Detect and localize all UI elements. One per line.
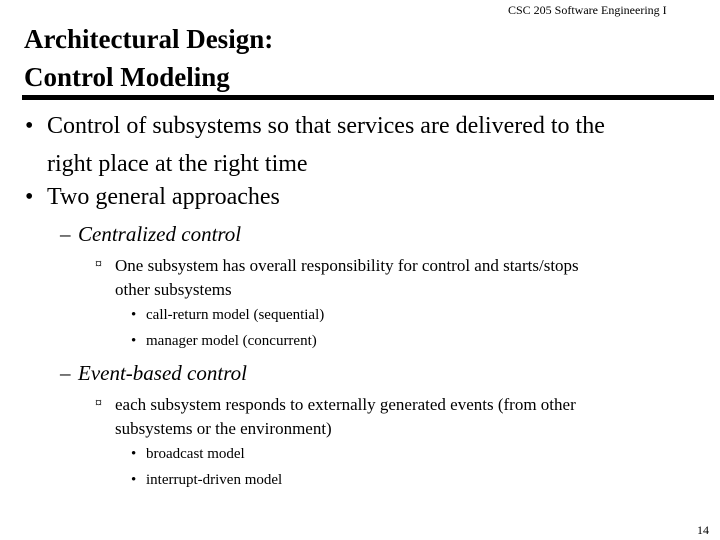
centralized-desc-line-1: One subsystem has overall responsibility for control and starts/stops [115, 256, 579, 275]
page-number: 14 [697, 523, 709, 537]
bullet-marker: • [25, 184, 34, 210]
title-line-1: Architectural Design: [24, 24, 274, 54]
bullet-1-line-1: Control of subsystems so that services are delivered to the [47, 113, 605, 139]
dash-marker: – [60, 361, 71, 385]
event-desc-line-2: subsystems or the environment) [115, 419, 332, 438]
bullet-marker: • [131, 307, 137, 323]
dash-marker: – [60, 222, 71, 246]
title-divider [22, 95, 714, 100]
centralized-item-1: call-return model (sequential) [146, 307, 325, 323]
title-line-2: Control Modeling [24, 62, 230, 92]
sub-bullet-icon: ¤ [95, 396, 102, 411]
centralized-description [115, 254, 579, 302]
event-item-2: interrupt-driven model [146, 472, 283, 488]
bullet-marker: • [25, 113, 34, 139]
sub-bullet-icon: ¤ [95, 257, 102, 272]
slide-title [24, 20, 273, 96]
bullet-1-line-2: right place at the right time [47, 151, 308, 177]
event-desc-line-1: each subsystem responds to externally generated events (from other [115, 395, 576, 414]
bullet-2: Two general approaches [47, 184, 280, 210]
centralized-item-2: manager model (concurrent) [146, 333, 317, 349]
event-heading: Event-based control [78, 361, 247, 385]
centralized-desc-line-2: other subsystems [115, 280, 232, 299]
event-item-1: broadcast model [146, 446, 245, 462]
bullet-marker: • [131, 472, 137, 488]
course-label: CSC 205 Software Engineering I [508, 3, 667, 17]
centralized-heading: Centralized control [78, 222, 242, 246]
bullet-marker: • [131, 333, 137, 349]
bullet-1 [47, 107, 605, 183]
event-description [115, 393, 576, 441]
bullet-marker: • [131, 446, 137, 462]
